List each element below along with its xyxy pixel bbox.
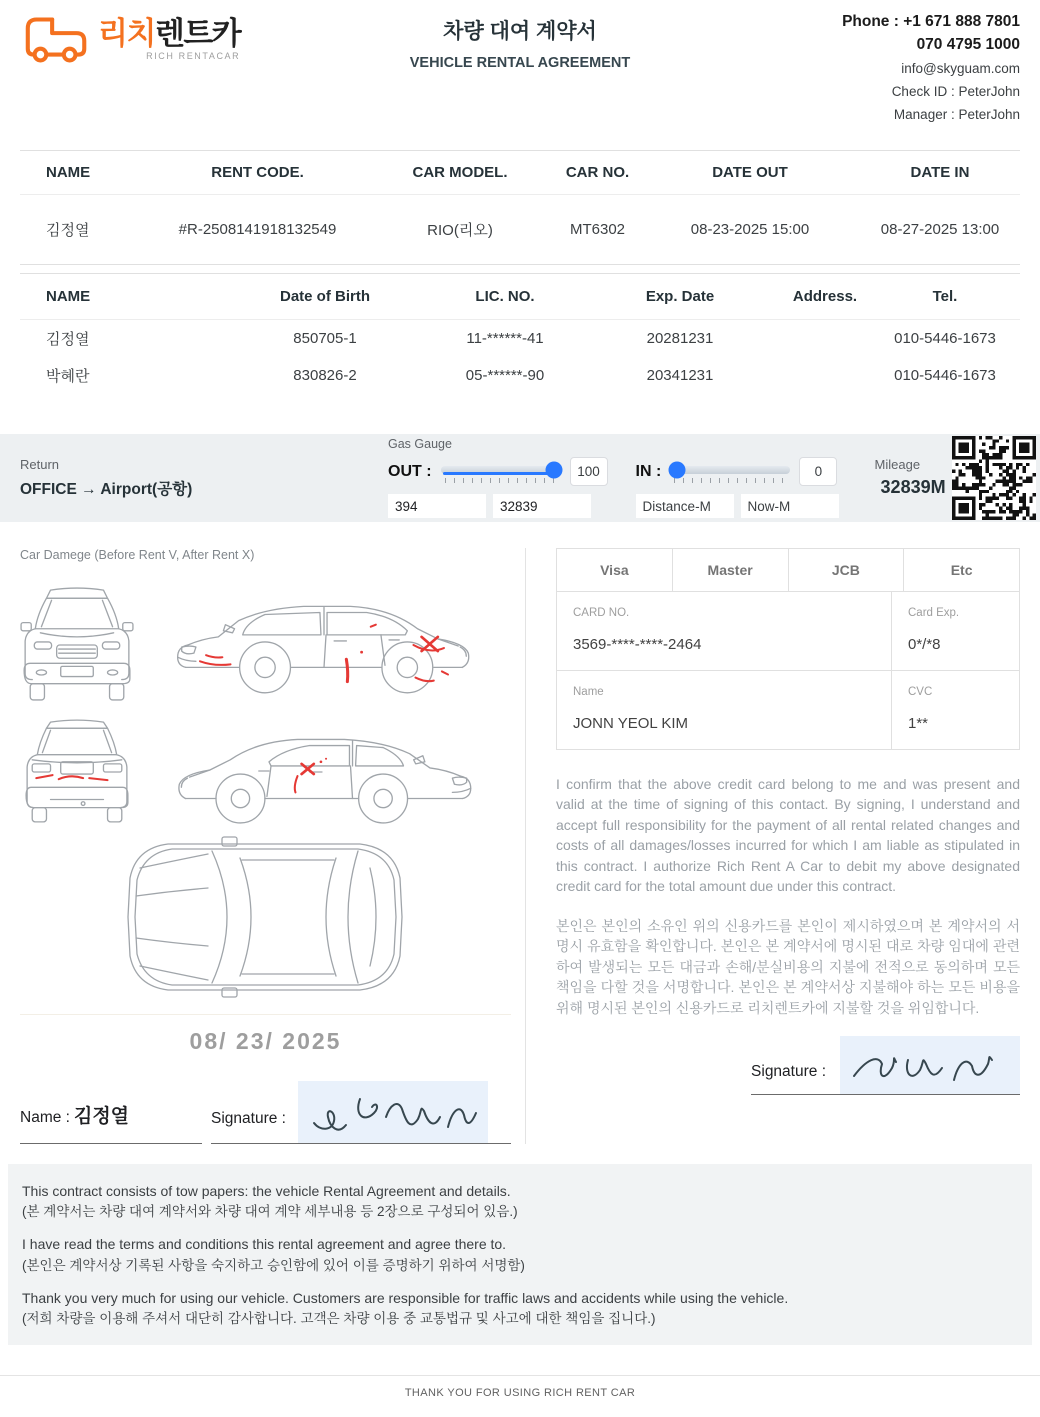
gas-gauge-label: Gas Gauge (388, 437, 452, 451)
car-diagram-left-side-view[interactable] (154, 582, 494, 706)
card-cvc-value: 1** (908, 714, 929, 732)
note-text-en: Thank you very much for using our vehicle. Customers are responsible for traffic laws and accidents while using the vehicle. (22, 1289, 789, 1306)
in-slider-handle[interactable] (669, 461, 686, 478)
driver-row (20, 357, 1020, 394)
col-address: Address. (792, 288, 858, 305)
payment-section (525, 548, 1020, 1144)
note-text-en: I have read the terms and conditions this rental agreement and agree there to. (22, 1236, 507, 1253)
rent-code: #R-2508141918132549 (178, 221, 337, 238)
card-confirmation-text-kr: 본인은 본인의 소유인 위의 신용카드를 본인이 제시하였으며 본 계약서의 서명시 유효함을 확인합니다. 본인은 본 계약서에 명시된 대로 차량 임대에 관련하여 발생되는 모든 대금과 손해/분실비용의 지불에 전적으로 동의하며 모든 책임을 다할 것을 서명합니다. 본인은 본 계약서상 지불해야 하는 모든 비용을 위해 명시된 본인의 신용카드로 리치렌트카에 지불할 것을 위임합니다. (556, 917, 1020, 1016)
truck-logo-icon (20, 10, 94, 66)
tab-jcb[interactable]: JCB (788, 548, 905, 592)
col-car-model: CAR MODEL. (412, 164, 508, 181)
document-title (410, 15, 630, 71)
note-text-kr: (본인은 계약서상 기록된 사항을 숙지하고 승인함에 있어 이를 증명하기 위하여 서명함) (22, 1257, 525, 1273)
renter-signature-pad[interactable] (298, 1081, 488, 1143)
card-exp-value: 0*/*8 (908, 635, 941, 653)
brand-logo (20, 10, 320, 66)
manager: Manager : PeterJohn (893, 106, 1020, 122)
date-in: 08-27-2025 13:00 (880, 221, 1000, 238)
driver-row (20, 320, 1020, 357)
col-exp-date: Exp. Date (645, 288, 715, 305)
out-slider-handle[interactable] (545, 461, 562, 478)
qr-code (952, 436, 1036, 520)
phone-secondary: 070 4795 1000 (916, 36, 1020, 54)
card-holder-cell (557, 670, 891, 749)
rental-data-row (20, 195, 1020, 265)
brand-name-black: 렌트카 (154, 16, 241, 51)
note-text-kr: (저희 차량을 이용해 주셔서 대단히 감사합니다. 고객은 차량 이용 중 교통법규 및 사고에 대한 책임을 집니다.) (22, 1311, 656, 1327)
gas-gauge-out-slider[interactable] (441, 461, 561, 483)
card-details-table (556, 591, 1020, 750)
car-model: RIO(리오) (427, 222, 493, 239)
driver1-tel: 010-5446-1673 (894, 329, 996, 347)
col-tel: Tel. (932, 288, 958, 305)
card-cvc-cell (891, 670, 1019, 749)
car-damage-diagrams (20, 582, 511, 998)
page-header (0, 0, 1040, 150)
card-holder-label: Name (573, 685, 604, 698)
slider-fill (443, 472, 559, 475)
phone-primary: Phone : +1 671 888 7801 (842, 13, 1020, 30)
card-brand-tabs (556, 548, 1020, 592)
slider-ticks (445, 478, 557, 483)
cardholder-signature-pad[interactable] (840, 1036, 1020, 1094)
driver2-name: 박혜란 (46, 367, 90, 385)
out-value-box[interactable]: 100 (570, 457, 608, 486)
mileage-label: Mileage (874, 457, 921, 472)
in-value-box[interactable]: 0 (799, 457, 837, 486)
contact-block (720, 10, 1020, 126)
car-no: MT6302 (569, 221, 626, 238)
brand-logo-text (98, 18, 240, 61)
out-mileage-input[interactable] (493, 494, 591, 518)
driver2-dob: 830826-2 (293, 366, 357, 384)
email: info@skyguam.com (901, 60, 1020, 76)
driver1-address (780, 320, 870, 357)
renter-name-field (20, 1101, 202, 1144)
cardholder-signature-field (751, 1036, 1020, 1095)
out-distance-input[interactable] (388, 494, 486, 518)
card-number-label: CARD NO. (573, 606, 630, 619)
brand-name-orange: 리치 (98, 16, 155, 51)
driver1-lic: 11-******-41 (466, 329, 544, 347)
rental-info-table (20, 150, 1020, 265)
car-damage-section (20, 548, 525, 1144)
driver1-dob: 850705-1 (293, 329, 357, 347)
card-holder-value: JONN YEOL KIM (573, 714, 689, 732)
in-label: IN : (635, 462, 662, 480)
driver1-exp: 20281231 (646, 329, 714, 347)
card-number-cell (557, 592, 891, 670)
footer-thanks: THANK YOU FOR USING RICH RENT CAR (0, 1375, 1040, 1407)
col-date-in: DATE IN (910, 164, 970, 181)
card-exp-label: Card Exp. (908, 606, 960, 619)
tab-visa[interactable]: Visa (556, 548, 673, 592)
renter-signature-field (211, 1081, 511, 1144)
gauge-bar (0, 434, 1040, 522)
card-exp-cell (891, 592, 1019, 670)
car-diagram-rear-view[interactable] (20, 716, 134, 826)
driver2-tel: 010-5446-1673 (894, 366, 996, 384)
name-value: 김정열 (73, 1105, 130, 1127)
driver2-exp: 20341231 (646, 366, 714, 384)
col-dob: Date of Birth (280, 288, 370, 305)
mileage-block (871, 457, 946, 498)
col-lic-no: LIC. NO. (475, 288, 535, 305)
driver2-lic: 05-******-90 (465, 366, 545, 384)
signature-label: Signature : (751, 1063, 826, 1080)
col-car-no: CAR NO. (565, 164, 630, 181)
note-item (22, 1181, 1018, 1224)
signature-image (840, 1036, 1020, 1094)
card-confirmation-text-en: I confirm that the above credit card belong to me and was present and valid at the time of signing of this contact. By signing, I understand and accept full responsibility for the payment of all rental related changes and costs of all damages/losses incurred for which I am liable as stipulated in this contract. I authorize Rich Rent A Car to debit my above designated credit card for the total amount due under this contract. (556, 775, 1020, 894)
rental-header-row (20, 151, 1020, 195)
col-driver-name: NAME (46, 288, 91, 305)
col-name: NAME (46, 164, 91, 181)
return-label: Return (20, 456, 60, 472)
driver2-address (780, 357, 870, 394)
gas-gauge-out-group (388, 437, 608, 518)
card-number-value: 3569-****-****-2464 (573, 635, 702, 653)
gas-gauge-in-group (636, 437, 839, 518)
car-diagram-right-side-view[interactable] (154, 717, 494, 825)
note-item (22, 1234, 1018, 1277)
in-distance-input[interactable] (636, 494, 734, 518)
title-korean: 차량 대여 계약서 (443, 20, 597, 43)
driver1-name: 김정열 (46, 330, 90, 348)
in-mileage-input[interactable] (741, 494, 839, 518)
driver-info-table (20, 273, 1020, 394)
card-cvc-label: CVC (908, 685, 933, 698)
tab-etc[interactable]: Etc (903, 548, 1020, 592)
tab-master[interactable]: Master (672, 548, 789, 592)
mileage-value: 32839M (880, 477, 946, 497)
signature-image (298, 1081, 488, 1143)
terms-notes-box (8, 1164, 1032, 1346)
car-diagram-front-view[interactable] (20, 584, 134, 704)
out-label: OUT : (388, 462, 432, 480)
brand-subtitle: RICH RENTACAR (146, 51, 241, 61)
col-rent-code: RENT CODE. (211, 164, 304, 181)
title-english: VEHICLE RENTAL AGREEMENT (409, 55, 631, 71)
check-id: Check ID : PeterJohn (891, 83, 1020, 99)
note-text-kr: (본 계약서는 차량 대여 계약서와 차량 대여 계약 세부내용 등 2장으로 구성되어 있음.) (22, 1204, 518, 1220)
signature-label: Signature : (211, 1109, 286, 1127)
return-block (20, 457, 388, 499)
renter-name: 김정열 (46, 222, 90, 239)
rental-date: 08/ 23/ 2025 (189, 1027, 342, 1054)
slider-ticks (674, 478, 786, 483)
car-damage-label: Car Damege (Before Rent V, After Rent X) (20, 547, 255, 562)
note-text-en: This contract consists of tow papers: the vehicle Rental Agreement and details. (22, 1182, 511, 1199)
car-diagram-top-view[interactable] (120, 836, 412, 998)
name-label: Name : (20, 1108, 70, 1126)
date-out: 08-23-2025 15:00 (690, 221, 810, 238)
brand-name (98, 18, 240, 49)
driver-header-row (20, 274, 1020, 320)
return-route: OFFICE → Airport(공항) (20, 480, 193, 498)
col-date-out: DATE OUT (712, 164, 788, 181)
gas-gauge-in-slider[interactable] (670, 461, 790, 483)
note-item (22, 1288, 1018, 1331)
